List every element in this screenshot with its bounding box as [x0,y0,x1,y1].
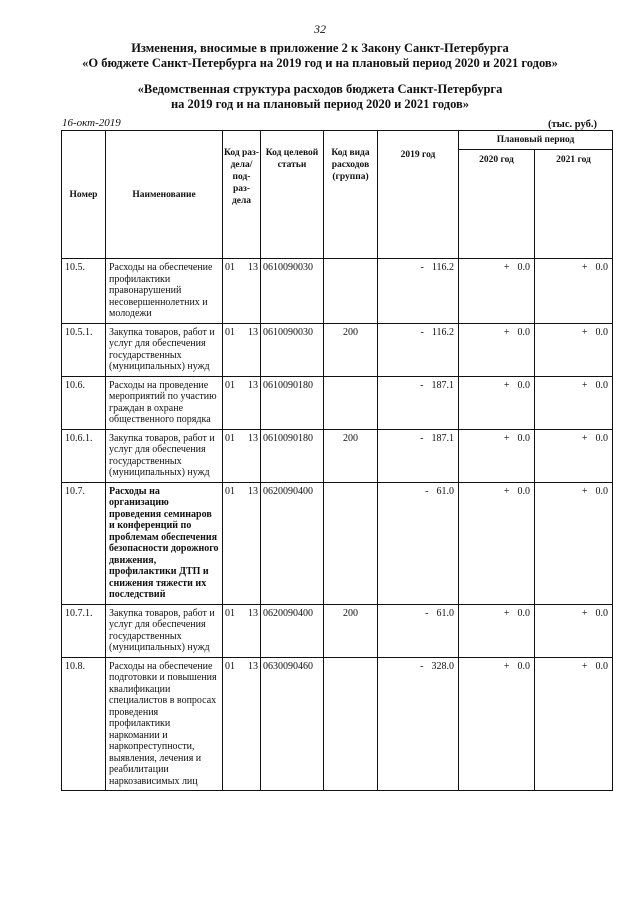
row-name: Расходы на организацию проведения семинаров и конференций по проблемам обеспечения безопасности дорожного движения, профилактики ДТП и снижения тяжести их последствий [106,482,223,604]
sign-2019: - [425,607,429,619]
subsection-code: 13 [248,607,258,619]
row-value-2021 [535,259,613,324]
sign-2019: - [420,432,424,444]
row-value-2019 [378,604,459,657]
row-value-2019 [378,429,459,482]
section-code: 01 [225,660,235,672]
section-code: 01 [225,262,235,273]
row-value-2021 [535,482,613,604]
value-2019: 61.0 [436,485,454,497]
row-value-2020 [459,323,535,376]
row-target-code: 0620090400 [261,604,324,657]
section-code: 01 [225,379,235,391]
header-plan-period: Плановый период [459,131,613,150]
value-2019: 61.0 [436,607,454,619]
table-row [62,604,613,657]
value-2020: 0.0 [517,485,530,497]
value-2020: 0.0 [517,262,530,273]
subsection-code: 13 [248,262,258,273]
sign-2020: + [503,607,510,619]
sign-2020: + [503,660,510,672]
page-number: 32 [314,22,326,36]
section-code: 01 [225,432,235,444]
table-body [62,259,613,791]
header-2019: 2019 год [378,131,459,259]
value-2019: 116.2 [431,326,454,338]
row-section-code [223,323,261,376]
sign-2020: + [503,432,510,444]
row-number: 10.7.1. [62,604,106,657]
row-section-code [223,259,261,324]
budget-table [61,130,613,791]
row-number: 10.7. [62,482,106,604]
subsection-code: 13 [248,326,258,338]
subsection-code: 13 [248,660,258,672]
row-value-2020 [459,259,535,324]
sign-2019: - [420,262,424,273]
sign-2021: + [581,379,588,391]
value-2019: 116.2 [431,262,454,273]
header-number: Номер [62,131,106,259]
value-2019: 328.0 [431,660,454,672]
row-target-code: 0610090180 [261,429,324,482]
subsection-code: 13 [248,432,258,444]
value-2020: 0.0 [517,326,530,338]
row-value-2021 [535,323,613,376]
row-value-2020 [459,657,535,791]
value-2021: 0.0 [595,379,608,391]
row-section-code [223,376,261,429]
document-title [0,41,640,71]
title-line-1: Изменения, вносимые в приложение 2 к Закону Санкт-Петербурга [131,41,509,55]
value-2021: 0.0 [595,607,608,619]
sign-2021: + [581,607,588,619]
row-target-code: 0610090180 [261,376,324,429]
table-row [62,323,613,376]
units-label: (тыс. руб.) [548,119,597,130]
table-row [62,429,613,482]
row-value-2021 [535,604,613,657]
table-row [62,376,613,429]
sign-2021: + [581,432,588,444]
sign-2020: + [503,379,510,391]
header-target: Код целевой статьи [261,131,324,259]
row-section-code [223,429,261,482]
row-name: Расходы на обеспечение профилактики правонарушений несовершеннолетних и молодежи [106,259,223,324]
row-vid-code: 200 [324,429,378,482]
row-vid-code: 200 [324,323,378,376]
sign-2021: + [581,326,588,338]
header-2020: 2020 год [459,150,535,259]
title-line-2: «О бюджете Санкт-Петербурга на 2019 год и на плановый период 2020 и 2021 годов» [82,56,558,70]
subsection-code: 13 [248,379,258,391]
header-vid: Код вида расходов (группа) [324,131,378,259]
row-value-2020 [459,376,535,429]
document-date: 16-окт-2019 [62,117,121,129]
document-subtitle [0,82,640,112]
value-2021: 0.0 [595,485,608,497]
sign-2020: + [503,262,510,273]
row-value-2019 [378,482,459,604]
row-name: Закупка товаров, работ и услуг для обеспечения государственных (муниципальных) нужд [106,604,223,657]
value-2021: 0.0 [595,262,608,273]
row-value-2020 [459,604,535,657]
row-number: 10.5. [62,259,106,324]
row-name: Расходы на обеспечение подготовки и повышения квалификации специалистов в вопросах проведения профилактики наркомании и наркопреступности, выявления, лечения и реабилитации наркозависимых лиц [106,657,223,791]
sign-2019: - [420,660,424,672]
value-2021: 0.0 [595,326,608,338]
row-value-2019 [378,259,459,324]
value-2020: 0.0 [517,379,530,391]
row-target-code: 0630090460 [261,657,324,791]
section-code: 01 [225,326,235,338]
row-vid-code [324,657,378,791]
row-value-2020 [459,482,535,604]
row-value-2019 [378,657,459,791]
subtitle-line-2: на 2019 год и на плановый период 2020 и 2021 годов» [170,97,470,111]
row-vid-code [324,482,378,604]
row-vid-code: 200 [324,604,378,657]
row-number: 10.8. [62,657,106,791]
header-section: Код раз- дела/ под- раз- дела [223,131,261,259]
row-target-code: 0620090400 [261,482,324,604]
sign-2020: + [503,485,510,497]
table-row [62,482,613,604]
sign-2020: + [503,326,510,338]
row-section-code [223,657,261,791]
header-name: Наименование [106,131,223,259]
value-2019: 187.1 [431,379,454,391]
sign-2019: - [425,485,429,497]
row-target-code: 0610090030 [261,259,324,324]
section-code: 01 [225,485,235,497]
row-value-2021 [535,657,613,791]
header-2021: 2021 год [535,150,613,259]
value-2021: 0.0 [595,660,608,672]
row-number: 10.5.1. [62,323,106,376]
section-code: 01 [225,607,235,619]
row-section-code [223,604,261,657]
row-section-code [223,482,261,604]
row-value-2019 [378,323,459,376]
subsection-code: 13 [248,485,258,497]
sign-2021: + [581,660,588,672]
subtitle-line-1: «Ведомственная структура расходов бюджета Санкт-Петербурга [137,82,503,96]
value-2019: 187.1 [431,432,454,444]
row-name: Расходы на проведение мероприятий по участию граждан в охране общественного порядка [106,376,223,429]
row-value-2019 [378,376,459,429]
sign-2019: - [420,379,424,391]
value-2020: 0.0 [517,432,530,444]
row-number: 10.6. [62,376,106,429]
sign-2019: - [420,326,424,338]
sign-2021: + [581,262,588,273]
row-name: Закупка товаров, работ и услуг для обеспечения государственных (муниципальных) нужд [106,323,223,376]
sign-2021: + [581,485,588,497]
value-2020: 0.0 [517,660,530,672]
table-row [62,657,613,791]
row-value-2020 [459,429,535,482]
row-name: Закупка товаров, работ и услуг для обеспечения государственных (муниципальных) нужд [106,429,223,482]
value-2020: 0.0 [517,607,530,619]
value-2021: 0.0 [595,432,608,444]
row-value-2021 [535,429,613,482]
row-vid-code [324,259,378,324]
row-target-code: 0610090030 [261,323,324,376]
row-vid-code [324,376,378,429]
table-row [62,259,613,324]
row-value-2021 [535,376,613,429]
row-number: 10.6.1. [62,429,106,482]
